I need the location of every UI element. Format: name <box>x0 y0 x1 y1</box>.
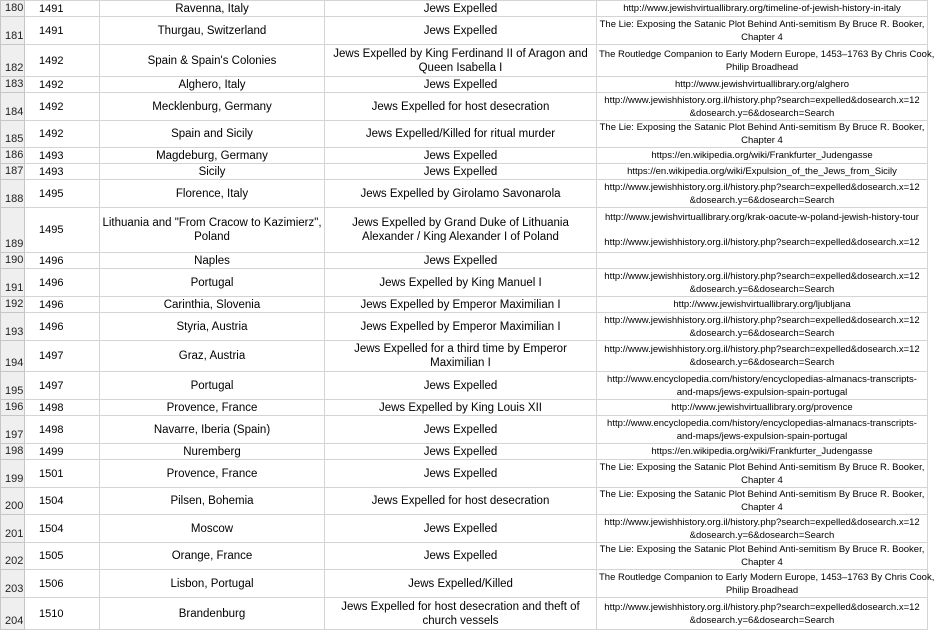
event-text: Jews Expelled <box>423 2 498 15</box>
row-header[interactable]: 199 <box>1 460 25 488</box>
source-line: &dosearch.y=6&dosearch=Search <box>689 194 835 206</box>
source-cell[interactable] <box>597 570 934 598</box>
source-cell[interactable] <box>597 488 928 515</box>
source-cell[interactable] <box>597 515 928 543</box>
event-text: Jews Expelled <box>423 24 498 37</box>
event-cell[interactable] <box>325 598 597 630</box>
event-text: Jews Expelled by Grand Duke of Lithuania Alexander / King Alexander I of Poland <box>352 217 569 243</box>
place-text: Orange, France <box>171 550 253 562</box>
place-text: Thurgau, Switzerland <box>157 24 267 37</box>
event-text: Jews Expelled by Emperor Maximilian I <box>360 320 561 333</box>
year-cell[interactable]: 1492 <box>25 77 100 93</box>
table-row[interactable] <box>1 372 928 400</box>
table-row[interactable] <box>1 77 928 93</box>
table-row[interactable] <box>1 269 928 297</box>
row-header[interactable]: 182 <box>1 45 25 77</box>
place-text: Spain & Spain's Colonies <box>147 54 277 67</box>
source-line: http://www.jewishvirtuallibrary.org/provence <box>671 402 853 413</box>
source-line: The Routledge Companion to Early Modern Europe, 1453–1763 By Chris Cook, <box>599 48 934 60</box>
source-line: http://www.jewishhistory.org.il/history.php?search=expelled&dosearch.x=12 <box>604 94 920 106</box>
source-cell[interactable] <box>597 17 928 45</box>
source-spacer <box>599 224 925 236</box>
source-line: Chapter 4 <box>741 474 783 486</box>
table-row[interactable] <box>1 515 928 543</box>
source-line: http://www.encyclopedia.com/history/encyclopedias-almanacs-transcripts- <box>607 417 917 429</box>
source-line: http://www.jewishhistory.org.il/history.php?search=expelled&dosearch.x=12 <box>604 516 920 528</box>
place-text: Florence, Italy <box>175 187 249 200</box>
place-cell[interactable] <box>100 598 325 630</box>
table-row[interactable] <box>1 488 928 515</box>
row-header[interactable]: 192 <box>1 297 25 313</box>
year-cell[interactable]: 1496 <box>25 253 100 269</box>
event-cell[interactable] <box>325 297 597 313</box>
source-line: and-maps/jews-expulsion-spain-portugal <box>676 386 848 398</box>
event-cell[interactable] <box>325 570 597 598</box>
year-cell[interactable]: 1501 <box>25 460 100 488</box>
event-cell[interactable] <box>325 515 597 543</box>
source-cell[interactable] <box>597 1 928 17</box>
source-cell[interactable] <box>597 598 928 630</box>
place-cell[interactable] <box>100 45 325 77</box>
source-line: http://www.jewishhistory.org.il/history.php?search=expelled&dosearch.x=12 <box>604 314 920 326</box>
row-header[interactable]: 193 <box>1 313 25 341</box>
place-text: Sicily <box>198 165 226 178</box>
table-row[interactable] <box>1 17 928 45</box>
row-header[interactable]: 186 <box>1 148 25 164</box>
source-line: Chapter 4 <box>741 31 783 43</box>
event-text: Jews Expelled for a third time by Emperor Maximilian I <box>354 343 567 369</box>
table-row[interactable] <box>1 444 928 460</box>
table-row[interactable] <box>1 416 928 444</box>
event-cell[interactable] <box>325 488 597 515</box>
place-cell[interactable] <box>100 488 325 515</box>
year-cell[interactable]: 1493 <box>25 164 100 180</box>
table-row[interactable] <box>1 313 928 341</box>
source-line: http://www.jewishvirtuallibrary.org/alghero <box>674 79 850 90</box>
place-cell[interactable] <box>100 148 325 164</box>
year-cell[interactable]: 1506 <box>25 570 100 598</box>
place-cell[interactable] <box>100 253 325 269</box>
table-row[interactable] <box>1 93 928 121</box>
source-cell[interactable] <box>597 164 928 180</box>
year-cell[interactable]: 1491 <box>25 1 100 17</box>
source-line: &dosearch.y=6&dosearch=Search <box>689 283 835 295</box>
place-cell[interactable] <box>100 460 325 488</box>
place-cell[interactable] <box>100 543 325 570</box>
row-header[interactable]: 184 <box>1 93 25 121</box>
place-cell[interactable] <box>100 121 325 148</box>
place-text: Brandenburg <box>178 607 246 620</box>
source-cell[interactable] <box>597 121 928 148</box>
table-row[interactable] <box>1 164 928 180</box>
place-cell[interactable] <box>100 269 325 297</box>
year-cell[interactable]: 1505 <box>25 543 100 570</box>
year-cell[interactable]: 1504 <box>25 488 100 515</box>
table-row[interactable] <box>1 570 928 598</box>
source-line: http://www.jewishvirtuallibrary.org/krak-oacute-w-poland-jewish-history-tour <box>605 212 919 223</box>
place-cell[interactable] <box>100 208 325 253</box>
year-cell[interactable]: 1496 <box>25 269 100 297</box>
place-text: Alghero, Italy <box>178 78 246 91</box>
place-text: Lisbon, Portugal <box>170 577 254 590</box>
row-header[interactable]: 189 <box>1 208 25 253</box>
source-line: &dosearch.y=6&dosearch=Search <box>689 529 835 541</box>
source-line: https://en.wikipedia.org/wiki/Expulsion_of_the_Jews_from_Sicily <box>627 166 897 177</box>
event-cell[interactable] <box>325 460 597 488</box>
place-cell[interactable] <box>100 17 325 45</box>
table-row[interactable] <box>1 460 928 488</box>
event-text: Jews Expelled <box>423 379 498 392</box>
source-cell[interactable] <box>597 77 928 93</box>
event-cell[interactable] <box>325 121 597 148</box>
event-text: Jews Expelled by King Louis XII <box>378 401 542 414</box>
event-text: Jews Expelled <box>423 78 498 91</box>
event-cell[interactable] <box>325 400 597 416</box>
source-line: Chapter 4 <box>741 502 783 513</box>
row-header[interactable]: 180 <box>1 1 25 17</box>
table-row[interactable] <box>1 208 928 253</box>
place-cell[interactable] <box>100 570 325 598</box>
row-header[interactable]: 196 <box>1 400 25 416</box>
source-cell[interactable] <box>597 45 934 77</box>
event-text: Jews Expelled <box>423 165 498 178</box>
source-cell[interactable] <box>597 543 928 570</box>
source-cell[interactable] <box>597 400 928 416</box>
source-cell[interactable] <box>597 253 928 269</box>
table-row[interactable] <box>1 180 928 208</box>
year-cell[interactable]: 1498 <box>25 416 100 444</box>
source-line: The Lie: Exposing the Satanic Plot Behind Anti-semitism By Bruce R. Booker, <box>599 544 925 555</box>
place-text: Portugal <box>190 379 234 392</box>
source-cell[interactable] <box>597 460 928 488</box>
source-cell[interactable] <box>597 269 928 297</box>
event-cell[interactable] <box>325 45 597 77</box>
place-text: Mecklenburg, Germany <box>152 100 272 113</box>
source-line: http://www.encyclopedia.com/history/encyclopedias-almanacs-transcripts- <box>607 373 917 385</box>
place-text: Pilsen, Bohemia <box>170 495 254 507</box>
event-text: Jews Expelled <box>423 467 498 480</box>
source-cell[interactable] <box>597 297 928 313</box>
place-cell[interactable] <box>100 444 325 460</box>
row-header[interactable]: 185 <box>1 121 25 148</box>
source-line: Philip Broadhead <box>725 584 799 596</box>
row-header[interactable]: 181 <box>1 17 25 45</box>
source-line: http://www.jewishhistory.org.il/history.php?search=expelled&dosearch.x=12 <box>604 237 920 248</box>
place-cell[interactable] <box>100 400 325 416</box>
row-header[interactable]: 200 <box>1 488 25 515</box>
table-row[interactable] <box>1 45 928 77</box>
source-line: Chapter 4 <box>741 557 783 568</box>
year-cell[interactable]: 1498 <box>25 400 100 416</box>
source-line: http://www.jewishhistory.org.il/history.php?search=expelled&dosearch.x=12 <box>604 344 920 355</box>
source-line: The Lie: Exposing the Satanic Plot Behind Anti-semitism By Bruce R. Booker, <box>599 18 925 30</box>
source-line: http://www.jewishvirtuallibrary.org/timeline-of-jewish-history-in-italy <box>623 3 901 14</box>
year-cell[interactable]: 1493 <box>25 148 100 164</box>
row-header[interactable]: 195 <box>1 372 25 400</box>
source-cell[interactable] <box>597 93 928 121</box>
place-text: Moscow <box>190 522 234 535</box>
source-cell[interactable] <box>597 416 928 444</box>
place-cell[interactable] <box>100 297 325 313</box>
event-text: Jews Expelled <box>423 445 498 458</box>
source-cell[interactable] <box>597 208 928 253</box>
event-cell[interactable] <box>325 416 597 444</box>
row-header[interactable]: 197 <box>1 416 25 444</box>
event-cell[interactable] <box>325 269 597 297</box>
place-cell[interactable] <box>100 164 325 180</box>
place-text: Nuremberg <box>183 445 241 458</box>
year-cell[interactable]: 1495 <box>25 208 100 253</box>
place-text: Provence, France <box>166 467 258 480</box>
event-cell[interactable] <box>325 208 597 253</box>
row-header[interactable]: 198 <box>1 444 25 460</box>
source-line: &dosearch.y=6&dosearch=Search <box>689 357 835 368</box>
source-line: http://www.jewishhistory.org.il/history.php?search=expelled&dosearch.x=12 <box>604 181 920 193</box>
event-cell[interactable] <box>325 180 597 208</box>
event-cell[interactable] <box>325 444 597 460</box>
source-cell[interactable] <box>597 372 928 400</box>
source-cell[interactable] <box>597 341 928 372</box>
event-cell[interactable] <box>325 77 597 93</box>
year-cell[interactable]: 1492 <box>25 45 100 77</box>
event-text: Jews Expelled <box>423 550 498 562</box>
source-line: The Lie: Exposing the Satanic Plot Behind Anti-semitism By Bruce R. Booker, <box>599 461 925 473</box>
year-cell[interactable]: 1492 <box>25 93 100 121</box>
table-row[interactable] <box>1 598 928 630</box>
event-cell[interactable] <box>325 313 597 341</box>
source-line: http://www.jewishvirtuallibrary.org/ljubljana <box>673 299 851 310</box>
source-line: &dosearch.y=6&dosearch=Search <box>689 107 835 119</box>
place-text: Naples <box>194 254 230 267</box>
source-cell[interactable] <box>597 444 928 460</box>
event-text: Jews Expelled <box>423 522 498 535</box>
source-line: The Routledge Companion to Early Modern Europe, 1453–1763 By Chris Cook, <box>599 571 934 583</box>
event-text: Jews Expelled for host desecration <box>371 100 550 113</box>
table-row[interactable] <box>1 148 928 164</box>
event-text: Jews Expelled by Girolamo Savonarola <box>360 187 561 200</box>
place-text: Provence, France <box>166 401 258 414</box>
source-cell[interactable] <box>597 313 928 341</box>
place-cell[interactable] <box>100 93 325 121</box>
source-line: &dosearch.y=6&dosearch=Search <box>689 327 835 339</box>
year-cell[interactable]: 1499 <box>25 444 100 460</box>
place-cell[interactable] <box>100 180 325 208</box>
row-header[interactable]: 188 <box>1 180 25 208</box>
source-line: The Lie: Exposing the Satanic Plot Behind Anti-semitism By Bruce R. Booker, <box>599 122 925 133</box>
year-cell[interactable]: 1495 <box>25 180 100 208</box>
event-text: Jews Expelled by King Manuel I <box>379 276 542 289</box>
source-line: and-maps/jews-expulsion-spain-portugal <box>676 430 848 442</box>
table-row[interactable] <box>1 121 928 148</box>
event-cell[interactable] <box>325 253 597 269</box>
event-cell[interactable] <box>325 164 597 180</box>
row-header[interactable]: 191 <box>1 269 25 297</box>
table-row[interactable] <box>1 253 928 269</box>
place-cell[interactable] <box>100 1 325 17</box>
year-cell[interactable]: 1496 <box>25 313 100 341</box>
place-cell[interactable] <box>100 77 325 93</box>
event-cell[interactable] <box>325 93 597 121</box>
year-cell[interactable]: 1496 <box>25 297 100 313</box>
event-text: Jews Expelled/Killed for ritual murder <box>365 128 556 140</box>
row-header[interactable]: 204 <box>1 598 25 630</box>
place-text: Ravenna, Italy <box>175 2 249 15</box>
table-row[interactable] <box>1 297 928 313</box>
source-cell[interactable] <box>597 180 928 208</box>
year-cell[interactable]: 1504 <box>25 515 100 543</box>
event-text: Jews Expelled/Killed <box>408 577 513 590</box>
event-text: Jews Expelled <box>423 254 498 267</box>
event-text: Jews Expelled for host desecration <box>371 495 550 507</box>
place-cell[interactable] <box>100 341 325 372</box>
table-row[interactable] <box>1 1 928 17</box>
place-cell[interactable] <box>100 416 325 444</box>
place-cell[interactable] <box>100 515 325 543</box>
source-line: &dosearch.y=6&dosearch=Search <box>689 614 835 626</box>
place-text: Styria, Austria <box>176 320 248 333</box>
place-text: Magdeburg, Germany <box>156 149 268 162</box>
table-row[interactable] <box>1 543 928 570</box>
row-header[interactable]: 202 <box>1 543 25 570</box>
row-header[interactable]: 201 <box>1 515 25 543</box>
source-line: Philip Broadhead <box>725 61 799 73</box>
event-text: Jews Expelled by Emperor Maximilian I <box>360 298 561 311</box>
place-text: Lithuania and "From Cracow to Kazimierz", Poland <box>102 217 322 243</box>
place-cell[interactable] <box>100 313 325 341</box>
row-header[interactable]: 183 <box>1 77 25 93</box>
place-text: Portugal <box>190 276 234 289</box>
year-cell[interactable]: 1492 <box>25 121 100 148</box>
year-cell[interactable]: 1491 <box>25 17 100 45</box>
event-text: Jews Expelled <box>423 423 498 436</box>
source-cell[interactable] <box>597 148 928 164</box>
source-line: The Lie: Exposing the Satanic Plot Behind Anti-semitism By Bruce R. Booker, <box>599 489 925 500</box>
event-cell[interactable] <box>325 372 597 400</box>
row-header[interactable]: 190 <box>1 253 25 269</box>
event-cell[interactable] <box>325 341 597 372</box>
year-cell[interactable]: 1510 <box>25 598 100 630</box>
place-text: Carinthia, Slovenia <box>163 298 261 311</box>
event-text: Jews Expelled for host desecration and theft of church vessels <box>341 600 580 627</box>
source-line: http://www.jewishhistory.org.il/history.php?search=expelled&dosearch.x=12 <box>604 270 920 282</box>
event-text: Jews Expelled <box>423 149 498 162</box>
place-cell[interactable] <box>100 372 325 400</box>
source-line: https://en.wikipedia.org/wiki/Frankfurter_Judengasse <box>651 446 873 457</box>
place-text: Graz, Austria <box>178 350 246 362</box>
source-line: https://en.wikipedia.org/wiki/Frankfurter_Judengasse <box>651 150 873 161</box>
event-cell[interactable] <box>325 17 597 45</box>
event-cell[interactable] <box>325 1 597 17</box>
place-text: Navarre, Iberia (Spain) <box>153 423 271 436</box>
table-row[interactable] <box>1 341 928 372</box>
event-cell[interactable] <box>325 543 597 570</box>
event-text: Jews Expelled by King Ferdinand II of Aragon and Queen Isabella I <box>333 47 588 74</box>
row-header[interactable]: 203 <box>1 570 25 598</box>
event-cell[interactable] <box>325 148 597 164</box>
year-cell[interactable]: 1497 <box>25 372 100 400</box>
row-header[interactable]: 187 <box>1 164 25 180</box>
place-text: Spain and Sicily <box>171 128 253 140</box>
row-header[interactable]: 194 <box>1 341 25 372</box>
source-line: http://www.jewishhistory.org.il/history.php?search=expelled&dosearch.x=12 <box>604 601 920 613</box>
table-row[interactable] <box>1 400 928 416</box>
source-line: Chapter 4 <box>741 135 783 146</box>
year-cell[interactable]: 1497 <box>25 341 100 372</box>
